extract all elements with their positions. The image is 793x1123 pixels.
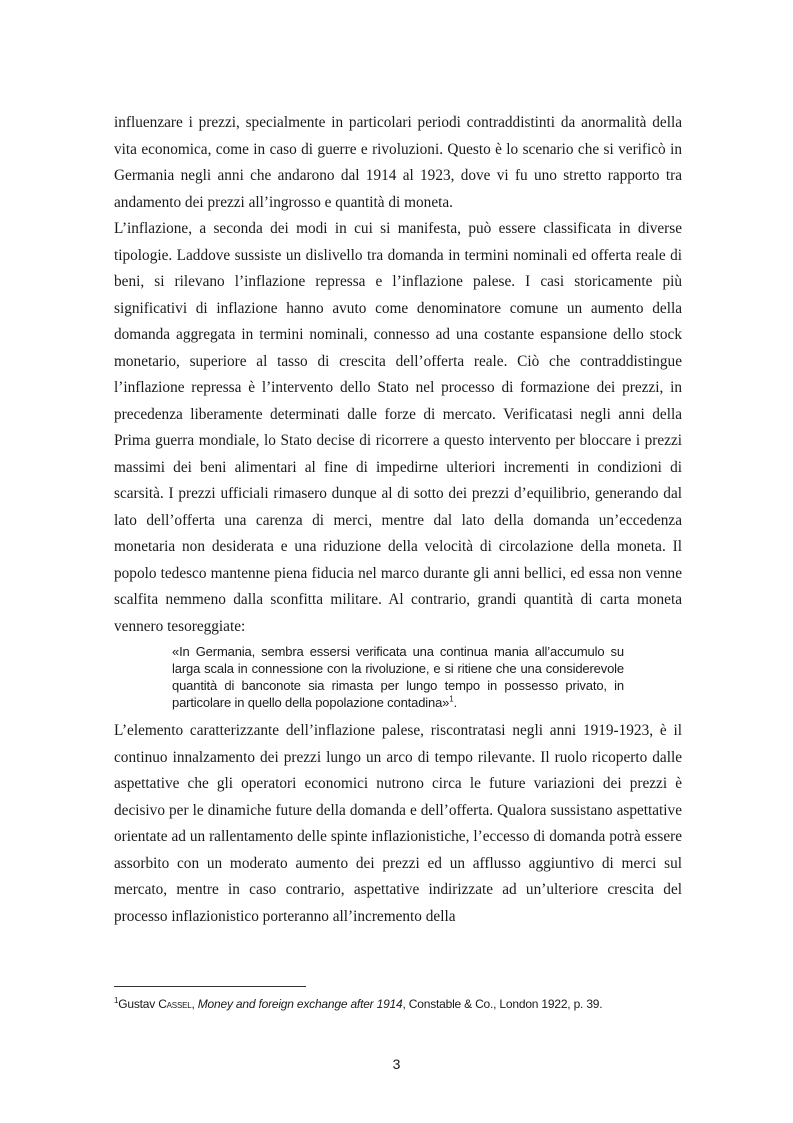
footnote-separator [114,986,306,987]
page-number: 3 [392,1056,401,1072]
footnote-reference[interactable]: 1 [449,694,454,704]
footnote-number: 1 [114,996,119,1005]
quote-text: «In Germania, sembra essersi verificata una continua mania all’accumulo su larga scala in connessione con la rivoluzione, e si ritiene che una considerevole quantità di banconote sia rimasta per lungo tempo in possesso privato, in particolare in quello della popolazione contadina» [172,644,624,710]
paragraph-2: L’inflazione, a seconda dei modi in cui si manifesta, può essere classificata in diverse tipologie. Laddove sussiste un dislivello tra domanda in termini nominali ed offerta reale di beni, si rilevano l’inflazione repressa e l’inflazione palese. I casi storicamente più significativi di inflazione hanno avuto come denominatore comune un aumento della domanda aggregata in termini nominali, connesso ad una costante espansione dello stock monetario, superiore al tasso di crescita dell’offerta reale. Ciò che contraddistingue l’inflazione repressa è l’intervento dello Stato nel processo di formazione dei prezzi, in precedenza liberamente determinati dalle forze di mercato. Verificatasi negli anni della Prima guerra mondiale, lo Stato decise di ricorrere a questo intervento per bloccare i prezzi massimi dei beni alimentari al fine di impedirne ulteriori incrementi in condizioni di scarsità. I prezzi ufficiali rimasero dunque al di sotto dei prezzi d’equilibrio, generando dal lato dell’offerta una carenza di merci, mentre dal lato della domanda un’eccedenza monetaria non desiderata e una riduzione della velocità di circolazione della moneta. Il popolo tedesco mantenne piena fiducia nel marco durante gli anni bellici, ed essa non venne scalfita nemmeno dalla sconfitta militare. Al contrario, grandi quantità di carta moneta vennero tesoreggiate: [114,220,682,635]
body-text [114,110,682,930]
paragraph-3: L’elemento caratterizzante dell’inflazione palese, riscontratasi negli anni 1919-1923, è il continuo innalzamento dei prezzi lungo un arco di tempo rilevante. Il ruolo ricoperto dalle aspettative che gli operatori economici nutrono circa le future variazioni dei prezzi è decisivo per le dinamiche future della domanda e dell’offerta. Qualora sussistano aspettative orientate ad un rallentamento delle spinte inflazionistiche, l’eccesso di domanda potrà essere assorbito con un moderato aumento dei prezzi ed un afflusso aggiuntivo di merci sul mercato, mentre in caso contrario, aspettative indirizzate ad un’ulteriore crescita del processo inflazionistico porteranno all’incremento della [114,722,682,925]
footnote-author-first: Gustav [118,997,159,1011]
footnote-publication: , Constable & Co., London 1922, p. 39. [402,997,603,1011]
paragraph-1: influenzare i prezzi, specialmente in particolari periodi contraddistinti da anormalità della vita economica, come in caso di guerre e rivoluzioni. Questo è lo scenario che si verificò in Germania negli anni che andarono dal 1914 al 1923, dove vi fu uno stretto rapporto tra andamento dei prezzi all’ingrosso e quantità di moneta. [114,114,682,211]
footnote-author-last: Cassel [158,997,192,1011]
footnote: $^1$Gustav Cassel, Money and foreign exchange after 1914, Constable & Co., London 1922, p. 39. [114,996,603,1011]
block-quote: «In Germania, sembra essersi verificata una continua mania all’accumulo su larga scala in connessione con la rivoluzione, e si ritiene che una considerevole quantità di banconote sia rimasta per lungo tempo in possesso privato, in particolare in quello della popolazione contadina»$^1$. [172,644,624,710]
footnote-title: Money and foreign exchange after 1914 [197,997,403,1011]
